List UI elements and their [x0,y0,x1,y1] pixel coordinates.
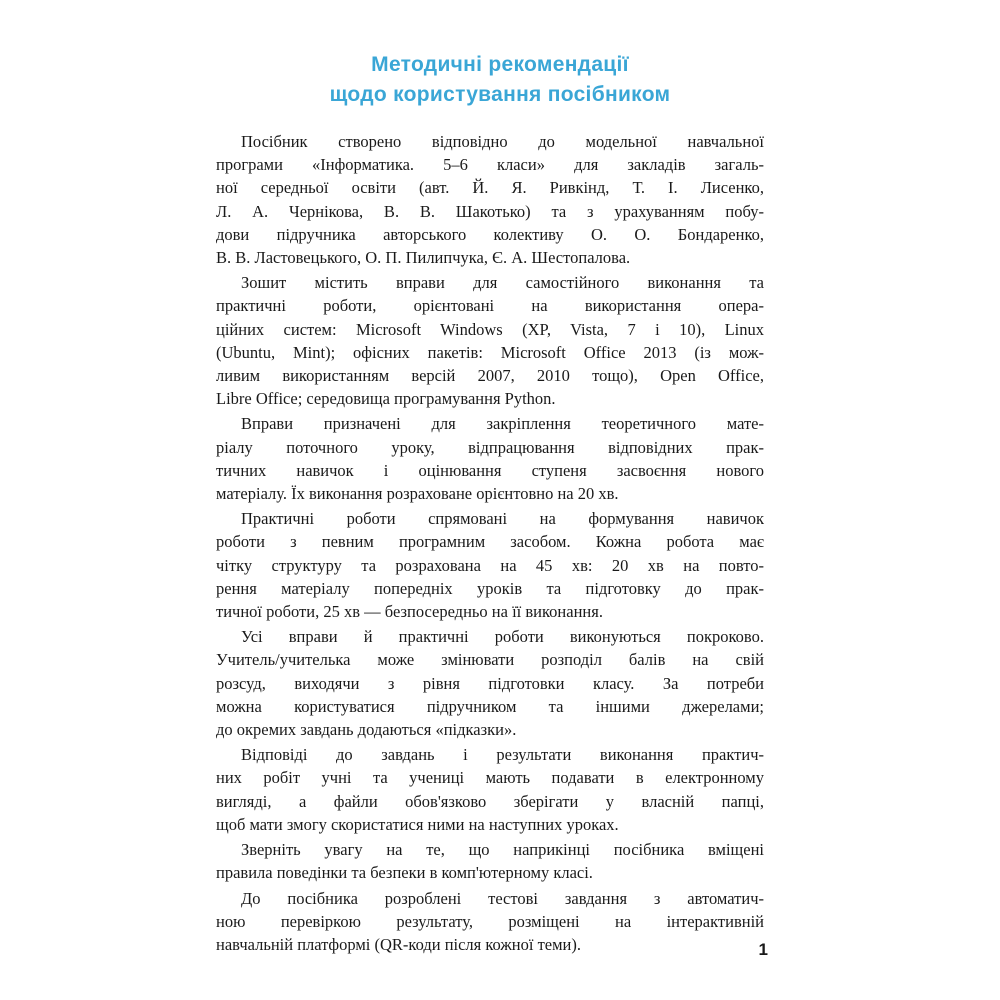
title-line-1: Методичні рекомендації [371,53,629,77]
text-line: Усі вправи й практичні роботи виконуються покроково. [241,627,764,647]
body-text [216,130,764,958]
text-line: них робіт учні та учениці мають подавати в електронному [216,768,764,788]
text-line: навчальній платформі (QR-коди після кожної теми). [216,934,582,954]
page-title [0,50,1000,110]
text-line: ріалу поточного уроку, відпрацювання відповідних прак- [216,437,764,457]
text-line: ційних систем: Microsoft Windows (XP, Vista, 7 і 10), Linux [216,319,764,339]
text-line: ною перевіркою результату, розміщені на інтерактивній [216,911,764,931]
text-line: щоб мати змогу скористатися ними на наступних уроках. [216,814,619,834]
text-line: роботи з певним програмним засобом. Кожна робота має [216,532,764,552]
paragraph [216,412,764,505]
text-line: матеріалу. Їх виконання розраховане орієнтовно на 20 хв. [216,484,619,504]
paragraph [216,743,764,836]
paragraph [216,130,764,269]
paragraph [216,507,764,623]
paragraph [216,271,764,410]
text-line: В. В. Ластовецького, О. П. Пилипчука, Є. А. Шестопалова. [216,248,631,268]
text-line: Libre Office; середовища програмування Python. [216,389,556,409]
text-line: практичні роботи, орієнтовані на використання опера- [216,296,764,316]
text-line: розсуд, виходячи з рівня підготовки класу. За потреби [216,673,764,693]
text-line: ливим використанням версій 2007, 2010 тощо), Open Office, [216,366,764,386]
text-line: Зверніть увагу на те, що наприкінці посібника вміщені [241,840,764,860]
text-line: дови підручника авторського колективу О. О. Бондаренко, [216,224,764,244]
paragraph [216,887,764,957]
text-line: Вправи призначені для закріплення теоретичного мате- [241,414,764,434]
text-line: до окремих завдань додаються «підказки». [216,720,517,740]
text-line: Л. А. Чернікова, В. В. Шакотько) та з урахуванням побу- [216,201,764,221]
page-number: 1 [758,940,768,959]
text-line: можна користуватися підручником та іншими джерелами; [216,696,764,716]
text-line: правила поведінки та безпеки в комп'ютерному класі. [216,863,593,883]
text-line: Посібник створено відповідно до модельної навчальної [241,132,764,151]
text-line: Відповіді до завдань і результати виконання практич- [241,745,764,765]
text-line: Практичні роботи спрямовані на формування навичок [241,509,764,529]
text-line: тичних навичок і оцінювання ступеня засвоєння нового [216,460,764,480]
text-line: рення матеріалу попередніх уроків та підготовку до прак- [216,578,764,598]
text-line: Зошит містить вправи для самостійного виконання та [241,273,764,293]
text-line: програми «Інформатика. 5–6 класи» для закладів загаль- [216,155,764,175]
text-line: чітку структуру та розрахована на 45 хв: 20 хв на повто- [216,555,764,575]
text-line: ної середньої освіти (авт. Й. Я. Ривкінд, Т. І. Лисенко, [216,178,764,198]
paragraph [216,625,764,741]
title-line-2: щодо користування посібником [329,83,671,107]
text-line: вигляді, а файли обов'язково зберігати у власній папці, [216,791,764,811]
text-line: Учитель/учителька може змінювати розподіл балів на свій [216,650,764,670]
text-line: тичної роботи, 25 хв — безпосередньо на її виконання. [216,602,603,622]
text-line: (Ubuntu, Mint); офісних пакетів: Microsoft Office 2013 (із мож- [216,342,764,362]
paragraph [216,838,764,884]
text-line: До посібника розроблені тестові завдання з автоматич- [241,888,764,908]
